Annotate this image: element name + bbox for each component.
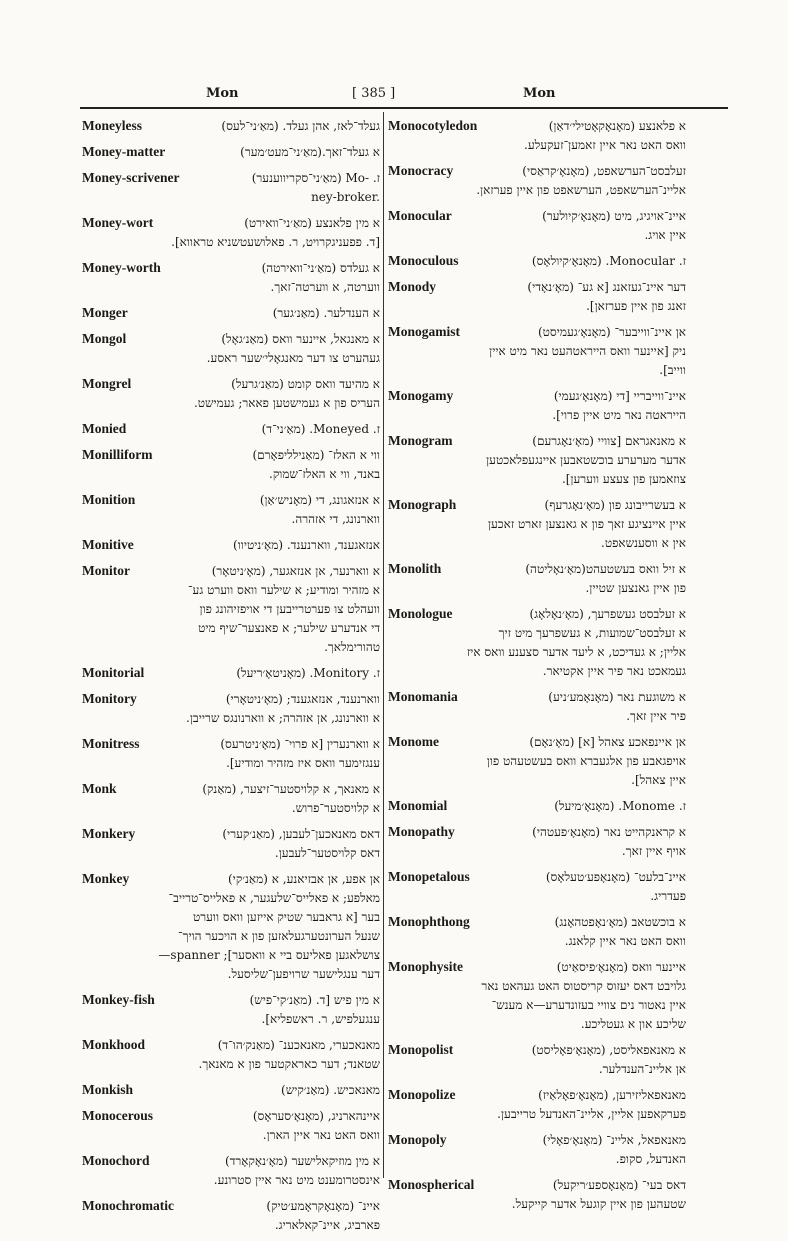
entry-headword: Monopolist bbox=[388, 1042, 454, 1057]
entry-definition-line: א געלד־זאך.(מאַ׳ני־מעט׳מער) bbox=[240, 145, 380, 159]
entry-headword: Monophthong bbox=[388, 914, 470, 929]
dictionary-entry bbox=[82, 1080, 380, 1100]
dictionary-entry bbox=[82, 689, 380, 728]
entry-continuation-line: ווארנונג, די אזהרה. bbox=[291, 512, 380, 526]
entry-headword: Monocracy bbox=[388, 163, 454, 178]
entry-definition-line: דאס בעי־ (מאָנאָספע׳ריקעל) bbox=[552, 1178, 686, 1192]
entry-first-line bbox=[388, 431, 686, 451]
dictionary-entry bbox=[388, 1130, 686, 1169]
entry-headword: Monophysite bbox=[388, 959, 464, 974]
entry-definition-line: איינ־ (מאָנאָקראָמע׳טיק) bbox=[266, 1199, 380, 1213]
entry-continuation-line: די אנדערע שילער; א פאנצער־שיף מיט bbox=[198, 621, 380, 635]
entry-first-line bbox=[388, 386, 686, 406]
entry-first-line bbox=[388, 822, 686, 842]
entry-continuation-line: פיר איין זאך. bbox=[626, 709, 686, 723]
entry-first-line bbox=[82, 445, 380, 465]
entry-first-line bbox=[82, 142, 380, 162]
entry-definition-line: א בוכשטאב (מאָ׳נאָפטהאָנג) bbox=[554, 915, 686, 929]
entry-continuation-line: העריס פון א געמישטען פאאר; געמישט. bbox=[193, 396, 380, 410]
entry-definition-line: א פלאנצע (מאָנאָקאָטילי׳דאַן) bbox=[548, 119, 686, 133]
entry-continuation-line: ney-broker. bbox=[311, 190, 380, 204]
entry-definition-line: א קראנקהייט נאר (מאָנאָ׳פעטהי) bbox=[532, 825, 686, 839]
entry-continuation-line: איין נאטור נים צוויי בעזונדערע—א מענש־ bbox=[491, 998, 686, 1012]
dictionary-entry bbox=[388, 1085, 686, 1124]
entry-continuation-line: דער ענגלישער שרויפען־שליסעל. bbox=[227, 967, 380, 981]
entry-continuation-line: אין א ווסענשאפט. bbox=[601, 536, 686, 550]
entry-headword: Monogamy bbox=[388, 388, 454, 403]
entry-definition-line: א בעשרייבונג פון (מאָ׳נאָגרעף) bbox=[544, 498, 686, 512]
entry-definition-line: ז. Monome. (מאָנאָ׳מיעל) bbox=[554, 799, 686, 813]
entry-headword: Monograph bbox=[388, 497, 457, 512]
entry-headword: Monome bbox=[388, 734, 439, 749]
entry-first-line bbox=[82, 213, 380, 233]
entry-headword: Monopetalous bbox=[388, 869, 470, 884]
entry-first-line bbox=[388, 559, 686, 579]
entry-continuation-line: א ווארנונג, אן אזהרה; א ווארנונגס שרייבן. bbox=[186, 711, 380, 725]
entry-first-line bbox=[388, 116, 686, 136]
entry-first-line bbox=[82, 990, 380, 1010]
running-head-left: Mon bbox=[206, 86, 239, 101]
entry-headword: Monitorial bbox=[82, 665, 145, 680]
entry-continuation-line: וואס האט נאר איין זאמען־זעקעלע. bbox=[524, 138, 686, 152]
dictionary-entry bbox=[82, 824, 380, 863]
entry-continuation-line: פעדריג. bbox=[650, 889, 686, 903]
entry-continuation-line: געהערט צו דער מאנגאָלי׳שער ראסע. bbox=[206, 351, 380, 365]
entry-continuation-line: וואס האט נאר איין קלאנג. bbox=[564, 934, 686, 948]
running-head-right: Mon bbox=[523, 86, 556, 101]
entry-continuation-line: פערקאפען אליין, אליינ־האנדעל טרייבען. bbox=[497, 1107, 686, 1121]
dictionary-entry bbox=[388, 277, 686, 316]
dictionary-entry bbox=[82, 142, 380, 162]
entry-first-line bbox=[82, 734, 380, 754]
entry-continuation-line: געמאכט נאר פיר איין אקטיאר. bbox=[542, 664, 686, 678]
dictionary-entry bbox=[388, 559, 686, 598]
dictionary-entry bbox=[388, 796, 686, 816]
entry-definition-line: געלד־לאז, אהן געלד. (מאַ׳ני־לעס) bbox=[221, 119, 380, 133]
entry-first-line bbox=[82, 869, 380, 889]
entry-first-line bbox=[82, 663, 380, 683]
entry-headword: Monoculous bbox=[388, 253, 459, 268]
entry-continuation-line: ווערטה, א ווערטה־זאך. bbox=[270, 280, 380, 294]
entry-definition-line: א משוגעת נאר (מאָנאָמע׳ניע) bbox=[548, 690, 686, 704]
entry-first-line bbox=[82, 116, 380, 136]
entry-definition-line: מאנאפאל, אליינ־ (מאָנאָ׳פאָלי) bbox=[542, 1133, 686, 1147]
entry-definition-line: א הענדלער. (מאַנ׳גער) bbox=[272, 306, 380, 320]
entry-definition-line: מאנאכערי, מאנאכענ־ (מאַנק׳הו־ד) bbox=[217, 1038, 380, 1052]
dictionary-entry bbox=[82, 734, 380, 773]
entry-continuation-line: אדער מערערע בוכשטאבען איינגעפלאכטען bbox=[486, 453, 686, 467]
dictionary-entry bbox=[388, 957, 686, 1034]
dictionary-entry bbox=[388, 431, 686, 489]
entry-headword: Monger bbox=[82, 305, 128, 320]
entry-first-line bbox=[82, 779, 380, 799]
entry-continuation-line: אליינ־הערשאפט, הערשאפט פון איין פערזאן. bbox=[476, 183, 686, 197]
entry-definition-line: א מאנגאל, איינער וואס (מאַנ׳גאָל) bbox=[221, 332, 380, 346]
entry-continuation-line: שטאנד; דער כאראקטער פון א מאנאך. bbox=[198, 1057, 380, 1071]
dictionary-entry bbox=[388, 495, 686, 553]
entry-first-line bbox=[388, 322, 686, 342]
entry-continuation-line: וואס האט נאר איין הארן. bbox=[262, 1128, 380, 1142]
right-column bbox=[388, 116, 686, 1220]
entry-headword: Monody bbox=[388, 279, 437, 294]
entry-definition-line: ז. Monitory. (מאָניטאָ׳ריעל) bbox=[236, 666, 380, 680]
dictionary-entry bbox=[82, 258, 380, 297]
entry-continuation-line: אויף איין זאך. bbox=[621, 844, 686, 858]
dictionary-entry bbox=[388, 322, 686, 380]
entry-definition-line: א מאנאגראם [צוויי (מאָ׳נאָגרעם) bbox=[532, 434, 686, 448]
entry-continuation-line: ענגעלפיש, ר. ראשפליא]. bbox=[261, 1012, 380, 1026]
entry-first-line bbox=[388, 957, 686, 977]
dictionary-entry bbox=[82, 168, 380, 207]
entry-headword: Monkish bbox=[82, 1082, 134, 1097]
entry-first-line bbox=[388, 867, 686, 887]
entry-continuation-line: אינסטרומענט מיט נאר איין סטרונע. bbox=[213, 1173, 380, 1187]
entry-continuation-line: אן אליינ־הענדלער. bbox=[598, 1062, 686, 1076]
dictionary-entry bbox=[388, 161, 686, 200]
entry-definition-line: אן איינפאכע צאהל [א] (מאָ׳נאָם) bbox=[529, 735, 686, 749]
entry-headword: Money-matter bbox=[82, 144, 166, 159]
entry-headword: Monkey bbox=[82, 871, 130, 886]
entry-headword: Monilliform bbox=[82, 447, 153, 462]
entry-definition-line: א זעלבסט געשפרעך, (מאָ׳נאָלאָג) bbox=[529, 607, 686, 621]
entry-first-line bbox=[82, 168, 380, 188]
entry-headword: Monitress bbox=[82, 736, 140, 751]
dictionary-entry bbox=[388, 1175, 686, 1214]
entry-continuation-line: טהורימלאך. bbox=[324, 640, 380, 654]
dictionary-entry bbox=[388, 116, 686, 155]
entry-continuation-line: פון איין גאנצען שטיין. bbox=[585, 581, 686, 595]
entry-continuation-line: איין אויג. bbox=[644, 228, 686, 242]
entry-first-line bbox=[82, 258, 380, 278]
entry-headword: Monitive bbox=[82, 537, 134, 552]
entry-headword: Monomial bbox=[388, 798, 448, 813]
entry-headword: Mongol bbox=[82, 331, 127, 346]
entry-continuation-line: אויפגאבע פון אלגעברא וואס בעשטעהט פון bbox=[486, 754, 686, 768]
entry-first-line bbox=[82, 1035, 380, 1055]
entry-headword: Monogamist bbox=[388, 324, 460, 339]
entry-headword: Money-scrivener bbox=[82, 170, 180, 185]
entry-definition-line: א מין מוזיקאלישער (מאָ׳נאָקאָרד) bbox=[224, 1154, 380, 1168]
entry-first-line bbox=[388, 796, 686, 816]
dictionary-entry bbox=[82, 1196, 380, 1235]
entry-definition-line: א ווארנער, אן אנזאגער, (מאָ׳ניטאָר) bbox=[211, 564, 380, 578]
entry-first-line bbox=[82, 689, 380, 709]
entry-continuation-line: הייראטה נאר מיט איין פרוי]. bbox=[552, 408, 686, 422]
entry-headword: Monochord bbox=[82, 1153, 150, 1168]
entry-first-line bbox=[82, 419, 380, 439]
page-number: [ 385 ] bbox=[352, 86, 396, 101]
entry-definition-line: ווי א האלז־ (מאַנילליפאָרם) bbox=[252, 448, 380, 462]
entry-definition-line: זעלבסט־הערשאפט, (מאָנאָ׳קראַסי) bbox=[522, 164, 686, 178]
entry-continuation-line: א מזהיר ומודיע; א שילער וואס ווערט גע־ bbox=[187, 583, 380, 597]
entry-continuation-line: ענגזימער וואס איז מזהיר ומודיע]. bbox=[226, 756, 380, 770]
entry-first-line bbox=[388, 912, 686, 932]
entry-definition-line: אנזאגענד, ווארנענד. (מאָ׳ניטיוו) bbox=[233, 538, 380, 552]
entry-definition-line: איינהארניג, (מאָנאָ׳סעראָס) bbox=[252, 1109, 380, 1123]
dictionary-entry bbox=[82, 213, 380, 252]
dictionary-entry bbox=[82, 561, 380, 657]
entry-definition-line: איינ־ווייבריי [די (מאָנאָ׳געמי) bbox=[553, 389, 686, 403]
entry-headword: Monologue bbox=[388, 606, 453, 621]
entry-headword: Moneyless bbox=[82, 118, 142, 133]
entry-definition-line: א ווארנערין [א פרוי־ (מאָ׳ניטרעס) bbox=[220, 737, 380, 751]
entry-continuation-line: א זעלבסט־שמועות, א געשפרעך מיט זיך bbox=[498, 626, 686, 640]
dictionary-entry bbox=[82, 1035, 380, 1074]
entry-continuation-line: שטעהען פון איין קוגעל אדער קייקעל. bbox=[511, 1197, 686, 1211]
entry-continuation-line: פארביג, איינ־קאלאריג. bbox=[274, 1218, 380, 1232]
entry-first-line bbox=[82, 824, 380, 844]
entry-headword: Monied bbox=[82, 421, 127, 436]
entry-first-line bbox=[82, 561, 380, 581]
dictionary-entry bbox=[388, 732, 686, 790]
entry-continuation-line: בער [א גראבער שטיק אייזען וואס ווערט bbox=[192, 910, 380, 924]
entry-first-line bbox=[388, 277, 686, 297]
entry-continuation-line: [ד. פפעניגקרויט, ר. פאלושעטשניא טראווא]. bbox=[171, 235, 380, 249]
entry-definition-line: ז. Moneyed. (מאַ׳ני־ד) bbox=[261, 422, 380, 436]
dictionary-entry bbox=[388, 1040, 686, 1079]
entry-headword: Monocotyledon bbox=[388, 118, 478, 133]
dictionary-entry bbox=[388, 251, 686, 271]
entry-continuation-line: שליכע און א געטליכע. bbox=[580, 1017, 686, 1031]
entry-headword: Monitor bbox=[82, 563, 130, 578]
entry-first-line bbox=[388, 604, 686, 624]
dictionary-entry bbox=[82, 419, 380, 439]
entry-headword: Monolith bbox=[388, 561, 442, 576]
entry-definition-line: א אנזאגונג, די (מאָניש׳אַן) bbox=[259, 493, 380, 507]
entry-continuation-line: איין צאהל]. bbox=[631, 773, 686, 787]
entry-headword: Monk bbox=[82, 781, 117, 796]
entry-headword: Monochromatic bbox=[82, 1198, 174, 1213]
dictionary-entry bbox=[388, 867, 686, 906]
entry-definition-line: א זיל וואס בעשטעהט(מאָ׳נאָליטה) bbox=[525, 562, 686, 576]
entry-continuation-line: איין איינציגע זאך פון א גאנצען זארט זאכען bbox=[487, 517, 686, 531]
dictionary-entry bbox=[388, 687, 686, 726]
entry-definition-line: א מין פלאנצע (מאַ׳ני־וואירט) bbox=[244, 216, 380, 230]
entry-headword: Monomania bbox=[388, 689, 458, 704]
entry-continuation-line: זאנג פון איין פערזאן]. bbox=[586, 299, 686, 313]
entry-definition-line: דער איינ־געזאנג [א גע־ (מאָ׳נאָדי) bbox=[527, 280, 686, 294]
entry-first-line bbox=[388, 1175, 686, 1195]
entry-headword: Monospherical bbox=[388, 1177, 475, 1192]
entry-first-line bbox=[388, 732, 686, 752]
entry-definition-line: דאס מאנאכען־לעבען, (מאַנ׳קערי) bbox=[222, 827, 380, 841]
entry-first-line bbox=[82, 1196, 380, 1216]
entry-first-line bbox=[388, 1040, 686, 1060]
dictionary-entry bbox=[82, 663, 380, 683]
entry-first-line bbox=[82, 1106, 380, 1126]
entry-headword: Monopolize bbox=[388, 1087, 456, 1102]
entry-headword: Money-wort bbox=[82, 215, 154, 230]
entry-definition-line: אן אפע, אן אבזיאנע, א (מאַנ׳קי) bbox=[228, 872, 380, 886]
entry-headword: Monopathy bbox=[388, 824, 455, 839]
dictionary-entry bbox=[82, 303, 380, 323]
dictionary-entry bbox=[388, 822, 686, 861]
dictionary-entry bbox=[82, 779, 380, 818]
entry-continuation-line: ווייב]. bbox=[659, 363, 686, 377]
entry-continuation-line: א קלויסטער־פרוש. bbox=[291, 801, 380, 815]
dictionary-entry bbox=[82, 990, 380, 1029]
entry-definition-line: מאנאפאליזירען, (מאָנאָ׳פאָלאַיז) bbox=[538, 1088, 686, 1102]
header-rule bbox=[80, 107, 728, 109]
entry-headword: Monkey-fish bbox=[82, 992, 155, 1007]
dictionary-entry bbox=[82, 490, 380, 529]
entry-first-line bbox=[388, 251, 686, 271]
entry-continuation-line: וועהלט צו פערטרייבען די אויפזיהונג פון bbox=[199, 602, 380, 616]
entry-first-line bbox=[82, 329, 380, 349]
entry-definition-line: ווארנענד, אנזאגענד; (מאָ׳ניטאָרי) bbox=[225, 692, 380, 706]
dictionary-entry bbox=[82, 374, 380, 413]
entry-headword: Monkhood bbox=[82, 1037, 146, 1052]
entry-first-line bbox=[82, 374, 380, 394]
dictionary-entry bbox=[82, 445, 380, 484]
entry-headword: Monkery bbox=[82, 826, 136, 841]
entry-first-line bbox=[82, 490, 380, 510]
entry-first-line bbox=[388, 161, 686, 181]
entry-first-line bbox=[388, 687, 686, 707]
entry-continuation-line: מאלפע; א פאלייס־שלעגער, א פאלייס־טרייב־ bbox=[168, 891, 380, 905]
entry-headword: Monocerous bbox=[82, 1108, 153, 1123]
entry-definition-line: א מאנאך, א קלויסטער־זיצער, (מאַנק) bbox=[202, 782, 380, 796]
entry-definition-line: איינער וואס (מאָנאָ׳פיסאַיט) bbox=[556, 960, 686, 974]
entry-headword: Monogram bbox=[388, 433, 453, 448]
entry-continuation-line: דאס קלויסטער־לעבען. bbox=[274, 846, 380, 860]
entry-first-line bbox=[82, 1151, 380, 1171]
column-divider bbox=[383, 112, 384, 1178]
entry-definition-line: א געלדס (מאַ׳ני־וואירטה) bbox=[261, 261, 380, 275]
entry-continuation-line: שנעל הערונטערגעלאזען פון א הויכער הויך־ bbox=[177, 929, 380, 943]
entry-headword: Monopoly bbox=[388, 1132, 447, 1147]
entry-definition-line: א מהיעד וואס קומט (מאַנ׳גרעל) bbox=[231, 377, 380, 391]
dictionary-entry bbox=[388, 206, 686, 245]
entry-continuation-line: אליין; א געדיכט, א ליעד אדער סצענע וואס איז bbox=[466, 645, 686, 659]
entry-headword: Monocular bbox=[388, 208, 452, 223]
entry-definition-line: איינ־אויגיג, מיט (מאָנאָ׳קיולער) bbox=[542, 209, 686, 223]
entry-definition-line: ז. Monocular. (מאָנאָ׳קיולאָס) bbox=[531, 254, 686, 268]
entry-continuation-line: צושלאגען פאליעס ביי א וואסער]; spanner— bbox=[158, 948, 380, 962]
entry-first-line bbox=[82, 303, 380, 323]
left-column bbox=[82, 116, 380, 1241]
entry-first-line bbox=[82, 535, 380, 555]
dictionary-entry bbox=[82, 116, 380, 136]
entry-definition-line: איינ־בלעט־ (מאָנאָפע׳טעלאָס) bbox=[545, 870, 686, 884]
entry-headword: Monitory bbox=[82, 691, 137, 706]
entry-continuation-line: גלויבט דאס יעזוס קריסטוס האט געהאט נאר bbox=[481, 979, 686, 993]
entry-definition-line: א מאנאפאליסט, (מאָנאָ׳פאָליסט) bbox=[531, 1043, 686, 1057]
entry-definition-line: א מין פיש [ד. (מאַנ׳קי־פיש) bbox=[249, 993, 380, 1007]
entry-headword: Money-worth bbox=[82, 260, 161, 275]
entry-first-line bbox=[388, 1085, 686, 1105]
entry-continuation-line: באנד, ווי א האלז־שמוק. bbox=[269, 467, 380, 481]
entry-definition-line: אן איינ־ווייבער־ (מאָנאָ׳געמיסט) bbox=[537, 325, 686, 339]
entry-first-line bbox=[82, 1080, 380, 1100]
entry-headword: Mongrel bbox=[82, 376, 132, 391]
entry-first-line bbox=[388, 495, 686, 515]
dictionary-entry bbox=[82, 329, 380, 368]
dictionary-entry bbox=[388, 604, 686, 681]
entry-first-line bbox=[388, 206, 686, 226]
entry-headword: Monition bbox=[82, 492, 136, 507]
dictionary-entry bbox=[82, 1151, 380, 1190]
entry-continuation-line: צוזאמען פון צעצע ווערען]. bbox=[561, 472, 686, 486]
dictionary-entry bbox=[82, 869, 380, 984]
dictionary-entry bbox=[82, 1106, 380, 1145]
entry-definition-line: ז. -Mo (מאַ׳ני־סקריווענער) bbox=[251, 171, 380, 185]
dictionary-entry bbox=[388, 386, 686, 425]
entry-continuation-line: האנדעל, סקופ. bbox=[615, 1152, 686, 1166]
entry-continuation-line: ניק [איינער וואס הייראטהעט נאר מיט איין bbox=[489, 344, 686, 358]
dictionary-entry bbox=[82, 535, 380, 555]
entry-definition-line: מאנאכיש. (מאַנ׳קיש) bbox=[281, 1083, 380, 1097]
dictionary-entry bbox=[388, 912, 686, 951]
entry-first-line bbox=[388, 1130, 686, 1150]
